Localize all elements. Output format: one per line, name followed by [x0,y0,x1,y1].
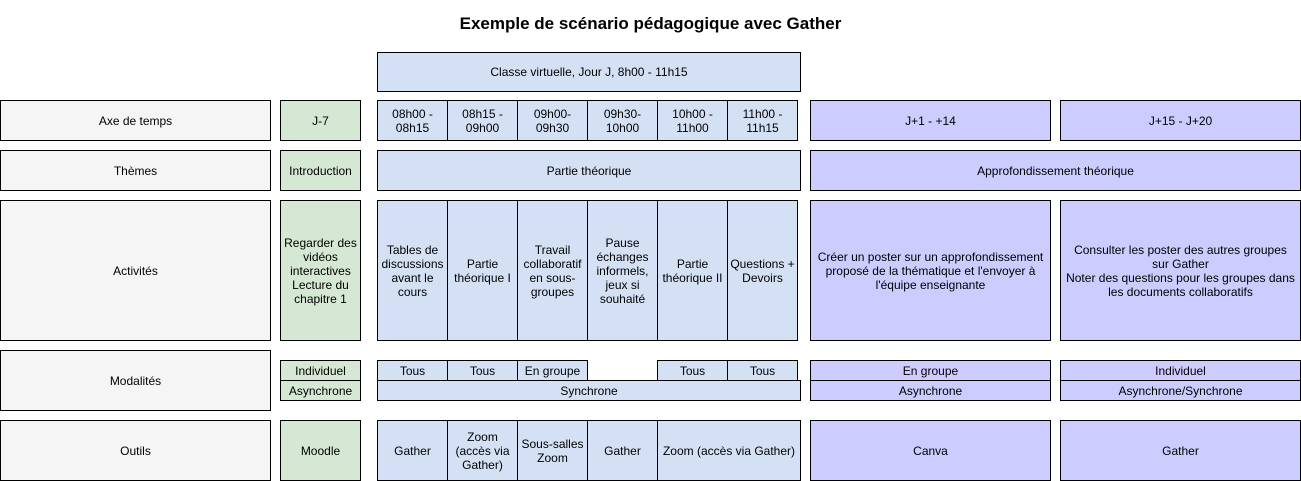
outils-pre: Moodle [280,420,361,481]
modalites-post2-top: Individuel [1060,360,1301,381]
row-label-modalites: Modalités [0,350,271,411]
row-label-outils: Outils [0,420,271,481]
modalites-post1-bottom: Asynchrone [810,380,1051,401]
themes-post: Approfondissement théorique [810,150,1301,191]
row-label-activites: Activités [0,200,271,341]
row-label-themes: Thèmes [0,150,271,191]
activite-slot: Travail collaboratif en sous-groupes [517,200,588,341]
outils-post2: Gather [1060,420,1301,481]
modalite-slot: Tous [447,360,518,381]
modalites-post2-bottom: Asynchrone/Synchrone [1060,380,1301,401]
axe-post1: J+1 - +14 [810,100,1051,141]
activite-slot: Questions + Devoirs [727,200,798,341]
axe-slot: 09h30- 10h00 [587,100,658,141]
axe-post2: J+15 - J+20 [1060,100,1301,141]
activite-slot: Pause échanges informels, jeux si souhaité [587,200,658,341]
activite-slot: Partie théorique II [657,200,728,341]
modalite-slot: Tous [657,360,728,381]
axe-slot: 08h15 - 09h00 [447,100,518,141]
diagram-title: Exemple de scénario pédagogique avec Gather [459,14,842,33]
modalites-post1-top: En groupe [810,360,1051,381]
outil-slot: Gather [377,420,448,481]
activite-slot: Partie théorique I [447,200,518,341]
outil-slot: Zoom (accès via Gather) [447,420,518,481]
modalite-slot: Tous [727,360,798,381]
modalite-slot: En groupe [517,360,588,381]
axe-slot: 10h00 - 11h00 [657,100,728,141]
outil-slot: Gather [587,420,658,481]
activites-post1: Créer un poster sur un approfondissement proposé de la thématique et l'envoyer à l'équipe enseignante [810,200,1051,341]
row-label-axe: Axe de temps [0,100,271,141]
axe-slot: 11h00 - 11h15 [727,100,798,141]
axe-pre: J-7 [280,100,361,141]
outils-post1: Canva [810,420,1051,481]
activites-pre: Regarder des vidéos interactives Lecture du chapitre 1 [280,200,361,341]
activites-post2: Consulter les poster des autres groupes sur Gather Noter des questions pour les groupes dans les documents collaboratifs [1060,200,1301,341]
themes-main: Partie théorique [377,150,801,191]
classe-virtuelle-header: Classe virtuelle, Jour J, 8h00 - 11h15 [377,52,801,92]
modalites-pre-top: Individuel [280,360,361,381]
axe-slot: 09h00- 09h30 [517,100,588,141]
modalite-slot: Tous [377,360,448,381]
modalites-pre-bottom: Asynchrone [280,380,361,401]
themes-pre: Introduction [280,150,361,191]
axe-slot: 08h00 - 08h15 [377,100,448,141]
outil-slot: Sous-salles Zoom [517,420,588,481]
modalites-main-bottom: Synchrone [377,380,801,401]
outil-slot: Zoom (accès via Gather) [657,420,801,481]
activite-slot: Tables de discussions avant le cours [377,200,448,341]
